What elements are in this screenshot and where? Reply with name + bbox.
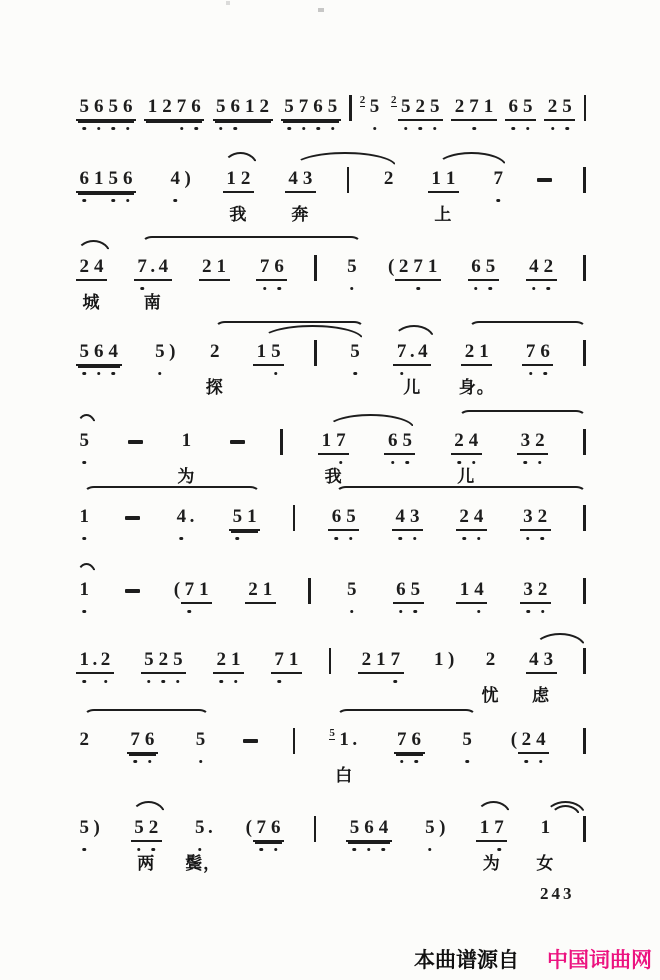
dash-note <box>125 589 140 593</box>
note-group: 1 <box>76 578 93 602</box>
barline <box>583 816 586 842</box>
barline <box>308 578 311 604</box>
slur-tie <box>534 633 586 648</box>
note-group: 1 7 为 <box>476 816 507 842</box>
barline <box>583 167 586 193</box>
note-group: 1 为 <box>177 430 196 487</box>
barline <box>584 95 587 121</box>
note-group: ( 2 4 <box>510 728 549 754</box>
slur-tie <box>293 152 397 167</box>
slur-tie <box>142 236 361 247</box>
grace-note: 5 <box>329 727 335 739</box>
music-system <box>76 429 586 487</box>
note-group: 5 1 <box>229 505 260 531</box>
note-group: 4 3 <box>392 505 423 531</box>
lyric-text: 虑 <box>532 686 551 706</box>
note-group: 3 2 <box>520 505 551 531</box>
dash-note <box>125 516 140 520</box>
slur-tie <box>336 486 586 497</box>
note-group: 6 5 <box>384 429 415 455</box>
note-group: 1 女 <box>536 817 555 874</box>
note-group: ( 7 1 <box>173 578 212 604</box>
note-group: 7 6 <box>394 728 425 754</box>
note-group: 3 2 <box>517 429 548 455</box>
note-group: ( 7 6 <box>245 816 284 842</box>
note-group: 7 6 <box>127 728 158 754</box>
note-group: 6 5 <box>468 255 499 281</box>
note-group: 2 5 2 5 <box>391 95 443 121</box>
note-group: 5 6 4 <box>76 340 122 366</box>
note-group: 5 7 6 5 <box>281 95 341 121</box>
note-group: 2 5 <box>544 95 575 121</box>
note-group: 7 1 <box>271 648 302 674</box>
watermark-prefix: 本曲谱源自 <box>414 948 519 972</box>
lyric-text: 我 <box>324 467 343 487</box>
barline <box>583 578 586 604</box>
slur-tie <box>326 414 415 429</box>
note-group: 6 5 <box>393 578 424 604</box>
slur-tie <box>545 801 586 816</box>
lyric-text: 身。 <box>458 378 495 398</box>
note-group: 2 1 <box>199 255 230 281</box>
barline <box>583 728 586 754</box>
slur-tie <box>459 410 586 421</box>
slur-tie <box>131 801 166 816</box>
watermark <box>414 944 652 974</box>
note-group: 5 <box>192 728 209 752</box>
note-group: ( 2 7 1 <box>387 255 441 281</box>
slur-tie <box>476 801 511 816</box>
note-group: 2 <box>383 168 394 189</box>
lyric-text: 忧 <box>481 686 500 706</box>
note-group: 5 2 两 <box>131 816 162 842</box>
lyric-text: 鬓， <box>185 854 222 874</box>
barline <box>293 728 296 754</box>
note-group: 2 5 <box>360 95 383 119</box>
note-group: 1 1 上 <box>428 167 459 193</box>
slur-tie <box>84 486 260 497</box>
note-group: 5 <box>344 255 361 279</box>
note-group: 6 1 5 6 <box>76 167 136 193</box>
lyric-text: 上 <box>434 205 453 225</box>
dash-note <box>243 739 258 743</box>
note-group: 1 <box>76 505 93 529</box>
barline <box>583 255 586 281</box>
barline <box>314 816 317 842</box>
music-system <box>76 727 586 786</box>
music-system <box>76 816 586 874</box>
note-group: 6 5 <box>328 505 359 531</box>
note-group: 4 ) <box>167 167 192 191</box>
note-group: 2 探 <box>205 341 224 398</box>
lyric-text: 儿 <box>403 378 422 398</box>
note-group: 1 5 <box>253 340 284 366</box>
lyric-text: 城 <box>82 293 101 313</box>
note-group: 2 4 <box>456 505 487 531</box>
note-group: 5 . 鬓， <box>185 817 222 874</box>
note-group: 2 1 7 <box>358 648 404 674</box>
note-group: 1 2 我 <box>223 167 254 193</box>
slur-tie <box>436 152 507 167</box>
barline <box>349 95 352 121</box>
note-group: 2 7 1 <box>451 95 497 121</box>
lyric-text: 白 <box>335 766 354 786</box>
print-speck <box>318 8 324 12</box>
lyric-text: 奔 <box>291 205 310 225</box>
lyric-text: 为 <box>177 467 196 487</box>
music-system <box>76 578 586 604</box>
barline <box>347 167 350 193</box>
barline <box>583 429 586 455</box>
note-group: 7 . 4 儿 <box>393 340 431 366</box>
slur-tie <box>76 414 97 429</box>
note-group: 5 2 5 <box>141 648 187 674</box>
note-group: 2 1 <box>213 648 244 674</box>
slur-tie <box>469 321 586 332</box>
note-group: 5 <box>76 429 93 453</box>
note-group: 7 . 4 南 <box>134 255 172 281</box>
music-system <box>76 340 586 398</box>
slur-tie <box>393 325 435 340</box>
note-group: 2 <box>79 729 89 750</box>
print-speck <box>226 1 230 5</box>
note-group: 4 . <box>173 505 196 529</box>
slur-tie <box>337 709 476 720</box>
dash-note <box>537 178 552 182</box>
lyric-text: 两 <box>137 854 156 874</box>
note-group: 3 2 <box>520 578 551 604</box>
note-group: 2 忧 <box>481 649 500 706</box>
note-group: 7 <box>490 167 507 191</box>
barline <box>293 505 296 531</box>
lyric-text: 南 <box>143 293 162 313</box>
slur-tie <box>261 325 364 340</box>
music-system <box>76 255 586 313</box>
note-group: 5 6 4 <box>346 816 392 842</box>
slur-tie <box>76 563 97 578</box>
music-system <box>76 167 586 225</box>
note-group: 1 7 我 <box>318 429 349 455</box>
note-group: 2 1 身。 <box>458 341 495 398</box>
note-group: 5 ) <box>152 340 177 364</box>
note-group: 1 . 2 <box>76 648 114 674</box>
barline <box>583 505 586 531</box>
lyric-text: 我 <box>229 205 248 225</box>
note-group: 5 <box>347 340 364 364</box>
dash-note <box>230 440 245 444</box>
note-group: 1 ) <box>434 649 455 670</box>
note-group: 4 2 <box>526 255 557 281</box>
lyric-text: 女 <box>536 854 555 874</box>
lyric-text: 探 <box>205 378 224 398</box>
barline <box>583 340 586 366</box>
barline <box>314 340 317 366</box>
page-number: 243 <box>540 884 575 903</box>
note-group: 2 4 儿 <box>451 429 482 455</box>
slur-tie <box>223 152 258 167</box>
note-group: 7 6 <box>256 255 287 281</box>
note-group: 7 6 <box>522 340 553 366</box>
music-system <box>76 95 586 121</box>
lyric-text: 为 <box>482 854 501 874</box>
note-group: 5 1 . 白 <box>329 727 358 786</box>
slur-tie <box>84 709 209 720</box>
barline <box>280 429 283 455</box>
watermark-site-name: 中国词曲网 <box>547 948 652 972</box>
slur-tie <box>76 240 111 255</box>
note-group: 4 3 虑 <box>526 648 557 674</box>
note-group: 4 3 奔 <box>285 167 316 193</box>
barline <box>583 648 586 674</box>
grace-note: 2 <box>391 94 397 106</box>
note-group: 1 4 <box>456 578 487 604</box>
note-group: 5 ) <box>422 816 447 840</box>
note-group: 5 ) <box>76 816 101 840</box>
music-system <box>76 505 586 531</box>
lyric-text: 儿 <box>457 467 476 487</box>
barline <box>314 255 317 281</box>
note-group: 5 <box>343 578 360 602</box>
note-group: 1 2 7 6 <box>144 95 204 121</box>
note-group: 5 <box>459 728 476 752</box>
dash-note <box>128 440 143 444</box>
barline <box>329 648 332 674</box>
note-group: 6 5 <box>505 95 536 121</box>
note-group: 2 1 <box>245 578 276 604</box>
grace-note: 2 <box>359 94 366 106</box>
note-group: 2 4 城 <box>76 255 107 281</box>
slur-tie <box>215 321 364 332</box>
note-group: 5 6 1 2 <box>213 95 273 121</box>
music-system <box>76 648 586 706</box>
note-group: 5 6 5 6 <box>76 95 136 121</box>
